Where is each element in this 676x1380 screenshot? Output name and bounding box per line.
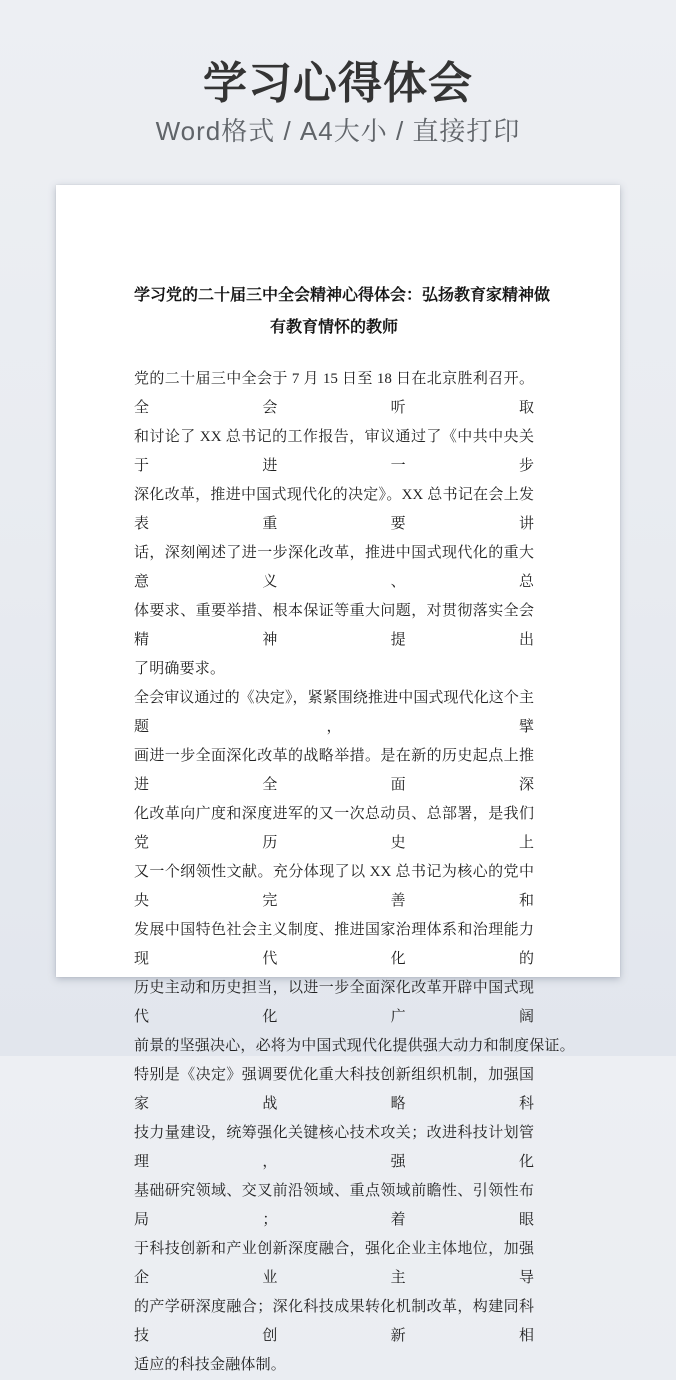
page-title: 学习心得体会 [203,59,473,108]
body-line: 前景的坚强决心，必将为中国式现代化提供强大动力和制度保证。 [134,1038,575,1054]
body-line: 适应的科技金融体制。 [134,1357,287,1373]
body-line: 全会审议通过的《决定》，紧紧围绕推进中国式现代化这个主题，擘 [134,690,534,735]
body-line: 又一个纲领性文献。充分体现了以 XX 总书记为核心的党中央完善和 [134,864,534,909]
doc-title-line: 学习党的二十届三中全会精神心得体会：弘扬教育家精神做 [134,287,551,304]
body-line: 党的二十届三中全会于 7 月 15 日至 18 日在北京胜利召开。全会听取 [134,371,534,416]
body-line: 深化改革，推进中国式现代化的决定》。XX 总书记在会上发表重要讲 [134,487,534,532]
body-line: 历史主动和历史担当，以进一步全面深化改革开辟中国式现代化广阔 [134,980,534,1025]
page-header [0,0,676,185]
body-line: 化改革向广度和深度进军的又一次总动员、总部署，是我们党历史上 [134,806,534,851]
body-line: 的产学研深度融合；深化科技成果转化机制改革，构建同科技创新相 [134,1299,534,1344]
body-line: 了明确要求。 [134,661,226,677]
body-line: 话，深刻阐述了进一步深化改革，推进中国式现代化的重大意义、总 [134,545,534,590]
page-subtitle: Word格式 / A4大小 / 直接打印 [155,116,521,146]
body-line: 于科技创新和产业创新深度融合，强化企业主体地位，加强企业主导 [134,1241,534,1286]
doc-title-line: 有教育情怀的教师 [269,319,398,336]
body-line: 画进一步全面深化改革的战略举措。是在新的历史起点上推进全面深 [134,748,534,793]
doc-body [134,365,575,1380]
document-page-preview[interactable] [56,185,620,1373]
body-line: 基础研究领域、交叉前沿领域、重点领域前瞻性、引领性布局；着眼 [134,1183,534,1228]
body-line: 体要求、重要举措、根本保证等重大问题，对贯彻落实全会精神提出 [134,603,534,648]
doc-title [134,280,551,344]
body-line: 发展中国特色社会主义制度、推进国家治理体系和治理能力现代化的 [134,922,534,967]
body-line: 特别是《决定》强调要优化重大科技创新组织机制，加强国家战略科 [134,1067,534,1112]
body-line: 技力量建设，统筹强化关键核心技术攻关；改进科技计划管理，强化 [134,1125,534,1170]
body-line: 和讨论了 XX 总书记的工作报告，审议通过了《中共中央关于进一步 [134,429,534,474]
